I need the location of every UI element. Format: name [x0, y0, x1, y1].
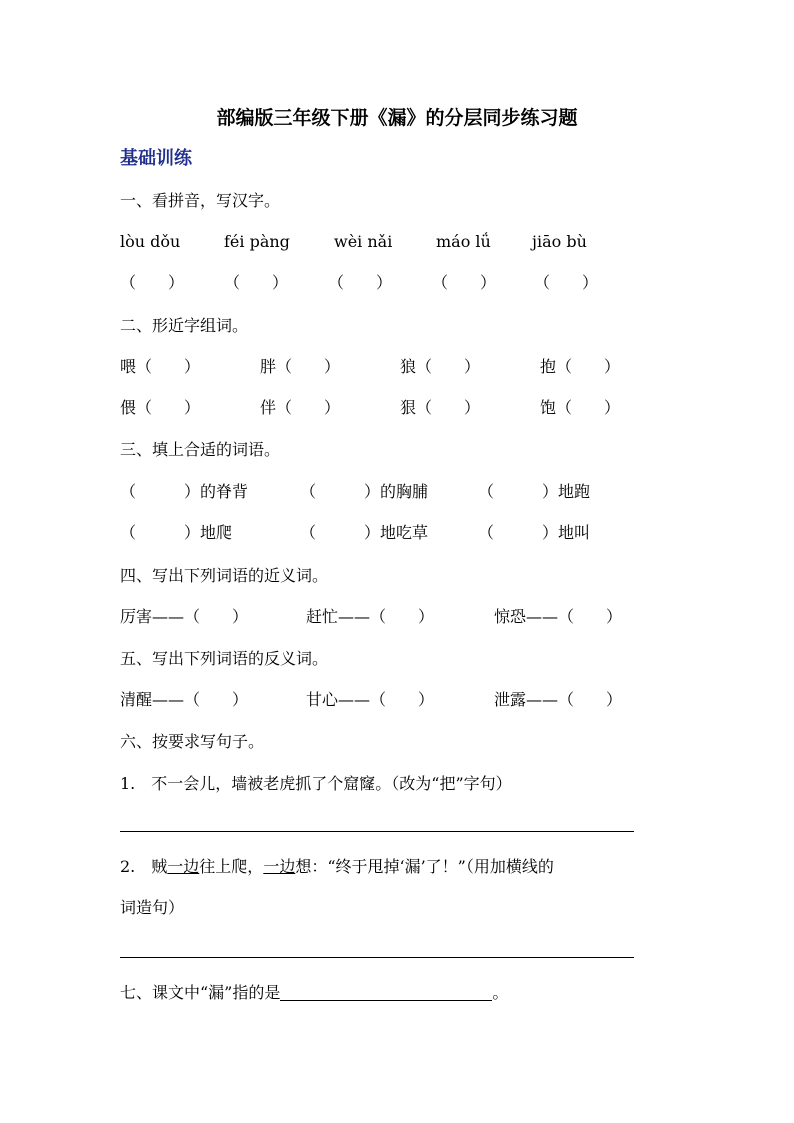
answer-line-2[interactable]	[120, 957, 634, 958]
char-item[interactable]: 狼（ ）	[400, 357, 481, 376]
antonym-item[interactable]: 甘心——（ ）	[306, 690, 435, 709]
pinyin-4: máo lǘ	[436, 232, 491, 251]
pinyin-1: lòu dǒu	[120, 232, 181, 251]
section-heading: 基础训练	[120, 148, 192, 169]
task-2-text: 想：“终于甩掉‘漏’了！”（用加横线的	[295, 857, 554, 876]
q7-answer-blank[interactable]	[280, 984, 492, 1001]
q7-text: 七、课文中“漏”指的是	[120, 983, 281, 1002]
sentence-task-1: 1. 不一会儿，墙被老虎抓了个窟窿。（改为“把”字句）	[120, 774, 512, 793]
underlined-word: 一边	[263, 857, 296, 876]
q3-heading: 三、填上合适的词语。	[120, 440, 281, 459]
phrase-item[interactable]: （ ）地爬	[120, 523, 233, 542]
char-item[interactable]: 抱（ ）	[540, 357, 621, 376]
phrase-item[interactable]: （ ）地跑	[478, 482, 591, 501]
sentence-task-2	[120, 857, 554, 877]
q5-heading: 五、写出下列词语的反义词。	[120, 649, 329, 668]
q1-heading: 一、看拼音，写汉字。	[120, 191, 281, 210]
phrase-item[interactable]: （ ）地叫	[478, 523, 591, 542]
synonym-item[interactable]: 厉害——（ ）	[120, 607, 249, 626]
char-item[interactable]: 喂（ ）	[120, 357, 201, 376]
char-item[interactable]: 伴（ ）	[260, 398, 341, 417]
q7-question	[120, 983, 508, 1003]
pinyin-3: wèi nǎi	[334, 232, 393, 251]
task-2-text: 往上爬，	[199, 857, 264, 876]
answer-line-1[interactable]	[120, 831, 634, 832]
answer-box-2[interactable]: （ ）	[224, 273, 289, 292]
page-title: 部编版三年级下册《漏》的分层同步练习题	[216, 107, 578, 129]
pinyin-2: féi pàng	[224, 232, 290, 251]
phrase-item[interactable]: （ ）的脊背	[120, 482, 249, 501]
task-2-text: 2. 贼	[120, 857, 168, 876]
answer-box-5[interactable]: （ ）	[534, 273, 599, 292]
phrase-item[interactable]: （ ）的胸脯	[300, 482, 429, 501]
char-item[interactable]: 狠（ ）	[400, 398, 481, 417]
answer-box-4[interactable]: （ ）	[432, 273, 497, 292]
sentence-task-2-cont: 词造句）	[120, 898, 185, 917]
q4-heading: 四、写出下列词语的近义词。	[120, 566, 329, 585]
char-item[interactable]: 饱（ ）	[540, 398, 621, 417]
phrase-item[interactable]: （ ）地吃草	[300, 523, 429, 542]
pinyin-5: jiāo bù	[532, 232, 587, 251]
answer-box-3[interactable]: （ ）	[328, 273, 393, 292]
char-item[interactable]: 偎（ ）	[120, 398, 201, 417]
q7-period: 。	[492, 983, 509, 1002]
answer-box-1[interactable]: （ ）	[120, 273, 185, 292]
antonym-item[interactable]: 清醒——（ ）	[120, 690, 249, 709]
antonym-item[interactable]: 泄露——（ ）	[494, 690, 623, 709]
synonym-item[interactable]: 赶忙——（ ）	[306, 607, 435, 626]
char-item[interactable]: 胖（ ）	[260, 357, 341, 376]
q2-heading: 二、形近字组词。	[120, 316, 249, 335]
underlined-word: 一边	[167, 857, 200, 876]
synonym-item[interactable]: 惊恐——（ ）	[494, 607, 623, 626]
q6-heading: 六、按要求写句子。	[120, 732, 265, 751]
